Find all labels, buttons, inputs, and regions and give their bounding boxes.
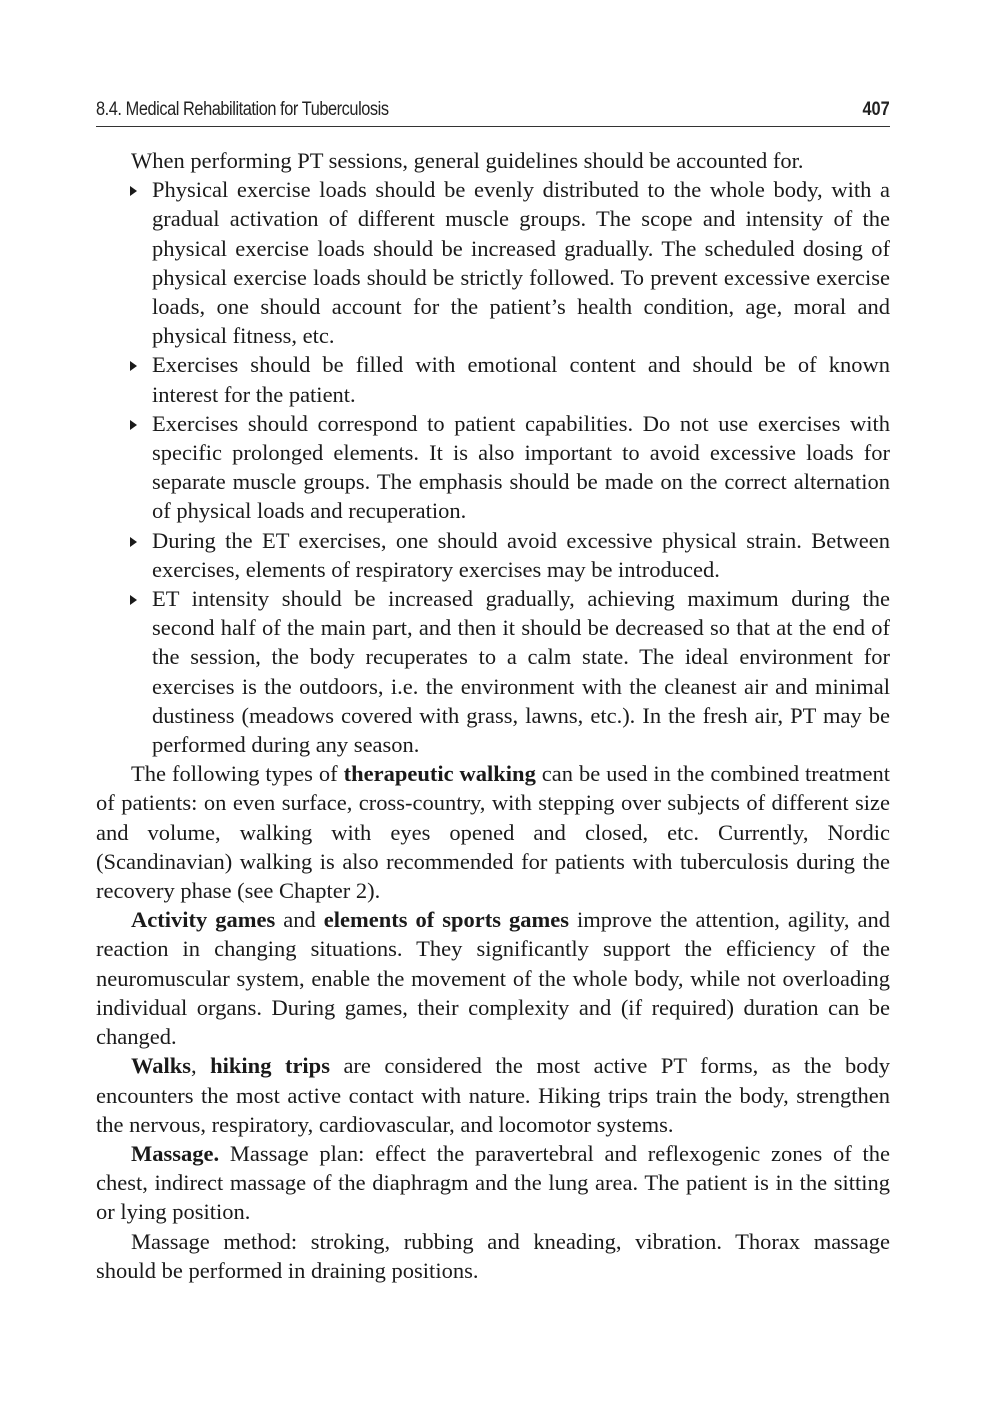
walks-paragraph: Walks, hiking trips are considered the most active PT forms, as the body encounters the most active contact with nature. Hiking trips train the body, strengthen the nervous, respiratory, cardiovascular, and locomotor systems. (96, 1053, 890, 1137)
list-item: Exercises should correspond to patient capabilities. Do not use exercises with specific prolonged elements. It is also important to avoid excessive loads for separate muscle groups. The emphasis should be made on the correct alternation of physical loads and recuperation. (96, 409, 890, 526)
intro-paragraph: When performing PT sessions, general guidelines should be accounted for. (131, 148, 804, 173)
page-number: 407 (862, 99, 890, 120)
triangle-bullet-icon (130, 595, 137, 605)
term-walks: Walks (131, 1053, 192, 1079)
term-activity-games: Activity games (131, 907, 276, 933)
list-item: Physical exercise loads should be evenly distributed to the whole body, with a gradual activation of different muscle groups. The scope and intensity of the physical exercise loads should be increased gradually. The scheduled dosing of physical exercise loads should be strictly followed. To prevent excessive exercise loads, one should account for the patient’s health condition, age, moral and physical fitness, etc. (96, 175, 890, 350)
list-item: During the ET exercises, one should avoid excessive physical strain. Between exercises, elements of respiratory exercises may be introduced. (96, 526, 890, 584)
games-paragraph: Activity games and elements of sports games improve the attention, agility, and reaction in changing situations. They significantly support the efficiency of the neuromuscular system, enable the movement of the whole body, while not overloading individual organs. During games, their complexity and (if required) duration can be changed. (96, 907, 890, 1050)
list-item: ET intensity should be increased gradually, achieving maximum during the second half of the main part, and then it should be decreased so that at the end of the session, the body recuperates to a calm state. The ideal environment for exercises is the outdoors, i.e. the environment with the cleanest air and minimal dustiness (meadows covered with grass, lawns, etc.). In the fresh air, PT may be performed during any season. (96, 584, 890, 759)
massage-paragraph: Massage. Massage plan: effect the paravertebral and reflexogenic zones of the chest, indirect massage of the diaphragm and the lung area. The patient is in the sitting or lying position. (96, 1140, 890, 1225)
triangle-bullet-icon (130, 361, 137, 371)
list-item: Exercises should be filled with emotional content and should be of known interest for the patient. (96, 350, 890, 408)
running-header (96, 96, 890, 127)
triangle-bullet-icon (130, 420, 137, 430)
triangle-bullet-icon (130, 537, 137, 547)
term-massage: Massage. (131, 1140, 220, 1166)
triangle-bullet-icon (130, 186, 137, 196)
guidelines-list (96, 175, 890, 759)
massage-method-paragraph: Massage method: stroking, rubbing and kneading, vibration. Thorax massage should be performed in draining positions. (96, 1228, 890, 1283)
term-hiking-trips: hiking trips (210, 1053, 330, 1079)
section-title: 8.4. Medical Rehabilitation for Tuberculosis (96, 99, 389, 120)
term-sports-games: elements of sports games (323, 907, 569, 933)
body-text (96, 146, 890, 1285)
term-therapeutic-walking: therapeutic walking (343, 761, 536, 787)
walking-paragraph: The following types of therapeutic walking can be used in the combined treatment of patients: on even surface, cross-country, with stepping over subjects of different size and volume, walking with eyes opened and closed, etc. Currently, Nordic (Scandinavian) walking is also recommended for patients with tuberculosis during the recovery phase (see Chapter 2). (96, 761, 890, 904)
